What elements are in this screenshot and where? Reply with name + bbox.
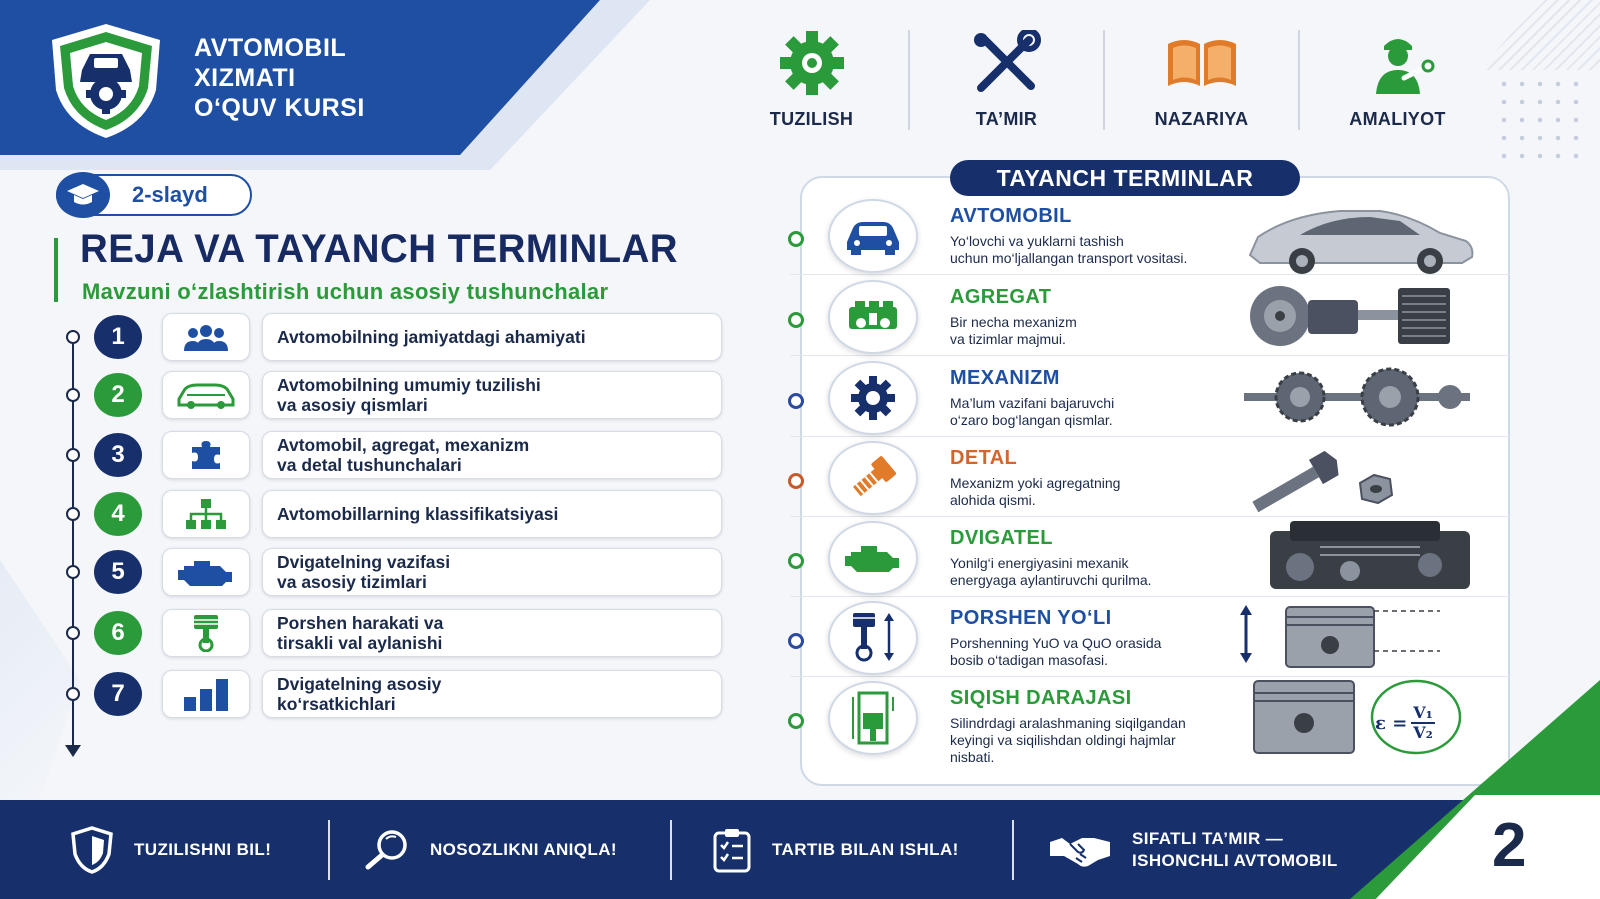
decor-stripes: [1480, 0, 1600, 70]
timeline-dot: [66, 448, 80, 462]
term-name: DVIGATEL: [950, 527, 1053, 549]
agenda-number: 2: [94, 373, 142, 417]
formula-numerator: V₁: [1413, 703, 1433, 722]
hierarchy-icon: [162, 490, 250, 538]
gear-shaft-photo-icon: [1230, 357, 1490, 437]
gear-icon: [828, 361, 918, 435]
timeline-dot: [66, 388, 80, 402]
agenda-number: 4: [94, 492, 142, 536]
footer-item-sifatli: [1048, 800, 1338, 899]
formula-eps: ε =: [1375, 712, 1408, 734]
timeline-dot: [788, 633, 804, 649]
term-row-agregat[interactable]: [790, 276, 1510, 356]
footer-item-nosozlik: [364, 800, 617, 899]
timeline-dot: [66, 507, 80, 521]
term-description: Bir necha mexanizm va tizimlar majmui.: [950, 314, 1077, 347]
timeline-dot: [788, 393, 804, 409]
footer-label: TUZILISHNI BIL!: [134, 839, 272, 859]
puzzle-icon: [162, 431, 250, 479]
term-row-avtomobil[interactable]: [790, 195, 1510, 275]
agenda-number: 6: [94, 611, 142, 655]
graduation-cap-icon: [56, 172, 110, 218]
term-name: DETAL: [950, 447, 1018, 469]
agenda-label: Avtomobillarning klassifikatsiyasi: [262, 490, 722, 538]
book-icon: [1162, 30, 1242, 96]
nav-label: TUZILISH: [769, 109, 854, 129]
footer-divider: [328, 820, 330, 880]
term-row-dvigatel[interactable]: [790, 517, 1510, 597]
nav-label: TA’MIR: [975, 109, 1038, 129]
footer-item-tuzilish: [70, 800, 271, 899]
agenda-label: Dvigatelning vazifasi va asosiy tizimlari: [262, 548, 722, 596]
term-description: Yo‘lovchi va yuklarni tashish uchun mo‘ljallangan transport vositasi.: [950, 233, 1188, 266]
gearbox-photo-icon: [1230, 276, 1490, 356]
piston-stroke-photo-icon: [1230, 597, 1490, 677]
nav-label: AMALIYOT: [1349, 109, 1446, 129]
gear-icon: [772, 30, 852, 96]
engine-icon: [162, 548, 250, 596]
term-name: PORSHEN YO‘LI: [950, 607, 1112, 629]
magnifier-icon: [364, 829, 410, 871]
nav-item-amaliyot[interactable]: [1300, 30, 1495, 130]
car-photo-icon: [1230, 195, 1490, 275]
footer-label: NOSOZLIKNI ANIQLA!: [430, 839, 617, 859]
decor-dots: [1495, 75, 1585, 165]
slide-badge: [56, 174, 252, 216]
term-name: AVTOMOBIL: [950, 205, 1072, 227]
checklist-icon: [712, 827, 752, 873]
people-icon: [162, 313, 250, 361]
agenda-item[interactable]: [62, 609, 732, 657]
nav-item-nazariya[interactable]: [1105, 30, 1300, 130]
timeline-dot: [788, 473, 804, 489]
footer-divider: [1012, 820, 1014, 880]
cylinder-icon: [828, 681, 918, 755]
course-title: [194, 33, 454, 123]
compression-piston-photo-icon: [1230, 677, 1490, 757]
nav-item-tuzilish[interactable]: [715, 30, 910, 130]
bolt-nut-photo-icon: [1230, 437, 1490, 517]
agenda-number: 3: [94, 433, 142, 477]
timeline-dot: [788, 713, 804, 729]
bolt-icon: [828, 441, 918, 515]
shield-icon: [70, 826, 114, 874]
term-row-mexanizm[interactable]: [790, 357, 1510, 437]
engine-icon: [828, 521, 918, 595]
footer-label: SIFATLI TA’MIR — ISHONCHLI AVTOMOBIL: [1132, 828, 1338, 870]
agenda-item[interactable]: [62, 548, 732, 596]
compression-formula: [1375, 701, 1447, 745]
agenda-number: 1: [94, 315, 142, 359]
agenda-label: Avtomobilning umumiy tuzilishi va asosiy qismlari: [262, 371, 722, 419]
terms-heading: TAYANCH TERMINLAR: [950, 160, 1300, 196]
agenda-label: Avtomobilning jamiyatdagi ahamiyati: [262, 313, 722, 361]
brand-line-1: AVTOMOBIL: [194, 34, 347, 62]
timeline-dot: [66, 687, 80, 701]
nav-item-tamir[interactable]: [910, 30, 1105, 130]
car-icon: [162, 371, 250, 419]
term-name: SIQISH DARAJASI: [950, 687, 1132, 709]
engine-block-icon: [828, 280, 918, 354]
timeline-dot: [788, 231, 804, 247]
timeline-dot: [66, 565, 80, 579]
term-description: Porshenning YuO va QuO orasida bosib o‘tadigan masofasi.: [950, 635, 1162, 668]
timeline-dot: [788, 553, 804, 569]
agenda-number: 7: [94, 672, 142, 716]
piston-icon: [828, 601, 918, 675]
title-accent: [54, 238, 58, 302]
agenda-item[interactable]: [62, 431, 732, 479]
agenda-item[interactable]: [62, 670, 732, 718]
car-icon: [828, 199, 918, 273]
term-name: MEXANIZM: [950, 367, 1060, 389]
timeline-dot: [66, 330, 80, 344]
top-nav: [715, 30, 1495, 130]
footer-label: TARTIB BILAN ISHLA!: [772, 839, 959, 859]
wrench-icon: [967, 30, 1047, 96]
shield-car-logo-icon: [42, 20, 170, 140]
term-description: Ma’lum vazifani bajaruvchi o‘zaro bog‘langan qismlar.: [950, 395, 1115, 428]
timeline-dot: [788, 312, 804, 328]
page-title: REJA VA TAYANCH TERMINLAR: [80, 227, 679, 271]
agenda-label: Porshen harakati va tirsakli val aylanishi: [262, 609, 722, 657]
slide-label: 2-slayd: [132, 182, 208, 207]
nav-label: NAZARIYA: [1154, 109, 1249, 129]
brand-line-3: O‘QUV KURSI: [194, 94, 365, 122]
footer-item-tartib: [712, 800, 959, 899]
agenda-label: Avtomobil, agregat, mexanizm va detal tushunchalari: [262, 431, 722, 479]
agenda-label: Dvigatelning asosiy ko‘rsatkichlari: [262, 670, 722, 718]
page-subtitle: Mavzuni o‘zlashtirish uchun asosiy tushunchalar: [82, 279, 609, 304]
timeline-dot: [66, 626, 80, 640]
term-name: AGREGAT: [950, 286, 1052, 308]
agenda-item[interactable]: [62, 490, 732, 538]
page-number: 2: [1492, 811, 1527, 880]
term-row-porshen-yoli[interactable]: [790, 597, 1510, 677]
mechanic-icon: [1358, 30, 1438, 96]
formula-denominator: V₂: [1413, 723, 1433, 742]
brand-line-2: XIZMATI: [194, 64, 296, 92]
term-description: Yonilg‘i energiyasini mexanik energyaga aylantiruvchi qurilma.: [950, 555, 1152, 588]
agenda-number: 5: [94, 550, 142, 594]
term-description: Silindrdagi aralashmaning siqilgandan keyingi va siqilishdan oldingi hajmlar nisbati.: [950, 715, 1186, 765]
footer-divider: [670, 820, 672, 880]
piston-icon: [162, 609, 250, 657]
term-row-detal[interactable]: [790, 437, 1510, 517]
agenda-item[interactable]: [62, 313, 732, 361]
timeline-arrow: [65, 745, 81, 757]
term-row-siqish-darajasi[interactable]: [790, 677, 1510, 773]
term-description: Mexanizm yoki agregatning alohida qismi.: [950, 475, 1121, 508]
agenda-item[interactable]: [62, 371, 732, 419]
handshake-icon: [1048, 830, 1112, 870]
engine-photo-icon: [1230, 517, 1490, 597]
bar-chart-icon: [162, 670, 250, 718]
